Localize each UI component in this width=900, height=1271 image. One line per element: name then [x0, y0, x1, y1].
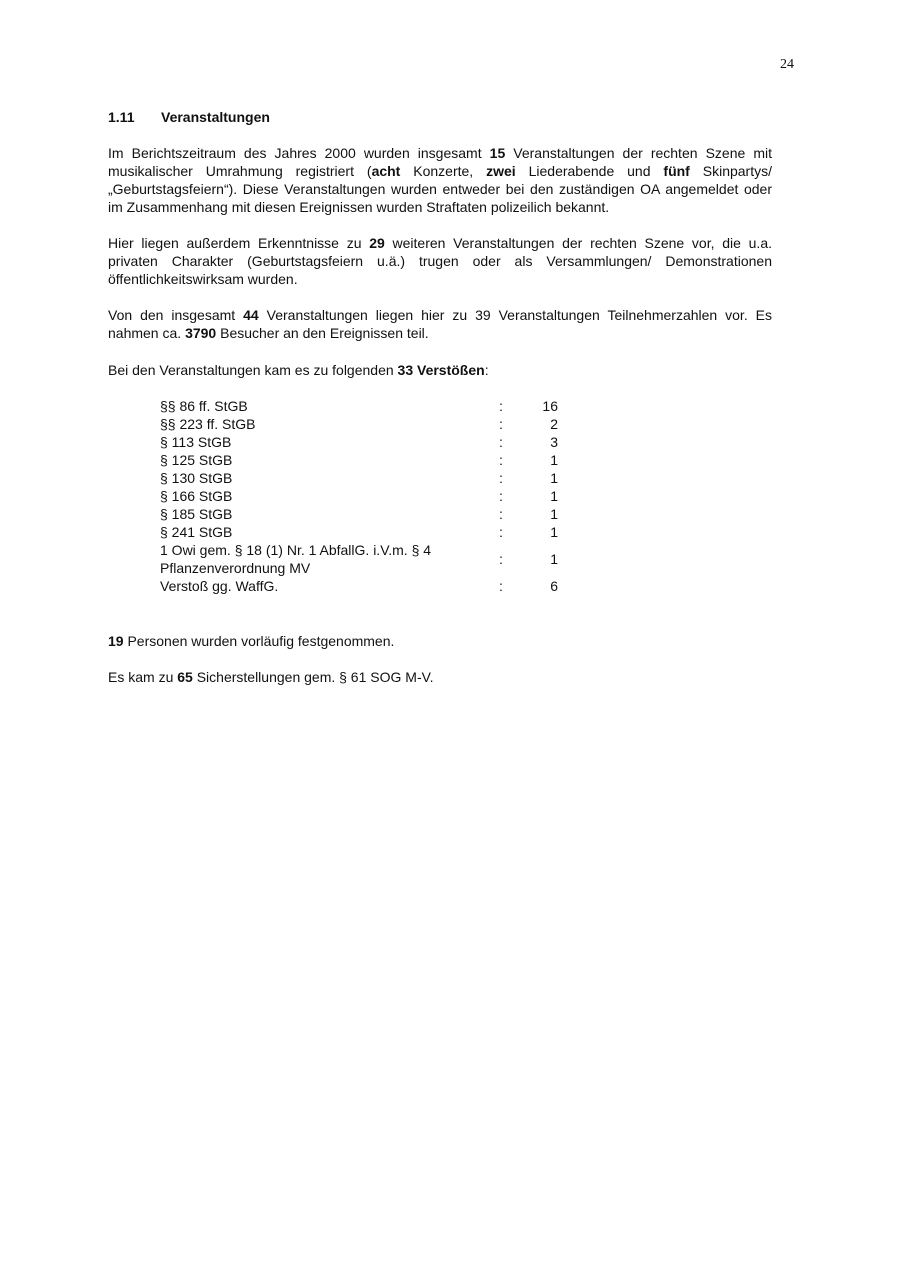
- separator: :: [499, 578, 503, 594]
- text: Veranstaltungen der rechten Szene mit musikalischer Umrahmung registriert (: [108, 145, 772, 179]
- offence-row: [160, 469, 558, 487]
- offence-count: 1: [550, 452, 558, 468]
- paragraph-events-music: [108, 144, 772, 216]
- offence-count: 2: [550, 416, 558, 432]
- separator: :: [499, 416, 503, 432]
- offence-count: 1: [550, 524, 558, 540]
- offences-table: [160, 397, 558, 595]
- bold-text: fünf: [663, 163, 690, 179]
- offence-row: [160, 577, 558, 595]
- text: Besucher an den Ereignissen teil.: [216, 325, 429, 341]
- separator: :: [499, 434, 503, 450]
- separator: :: [499, 452, 503, 468]
- section-heading: [108, 108, 270, 126]
- offence-count: 1: [550, 488, 558, 504]
- text: Sicherstellungen gem. § 61 SOG M-V.: [192, 669, 434, 685]
- text: Hier liegen außerdem Erkenntnisse zu: [108, 235, 370, 251]
- paragraph-arrests: [108, 632, 772, 650]
- paragraph-offences-intro: [108, 361, 772, 379]
- offence-label: § 166 StGB: [160, 488, 233, 504]
- bold-text: zwei: [486, 163, 516, 179]
- offence-row: [160, 523, 558, 541]
- offence-label: § 185 StGB: [160, 506, 233, 522]
- page-number: 24: [780, 57, 794, 72]
- bold-text: 65: [177, 669, 193, 685]
- offence-label: § 113 StGB: [160, 434, 232, 450]
- text: Skinpartys/„Geburtstagsfeiern“). Diese Veranstaltungen wurden entweder bei den zuständigen OA angemeldet oder im Zusammenhang mit diesen Ereignissen wurden Straftaten polizeilich bekannt.: [108, 163, 772, 215]
- offence-count: 1: [550, 506, 558, 522]
- bold-text: 19: [108, 633, 124, 649]
- separator: :: [499, 551, 503, 567]
- text: Konzerte,: [400, 163, 487, 179]
- paragraph-participants: [108, 306, 772, 342]
- offence-label: Verstoß gg. WaffG.: [160, 578, 279, 594]
- offence-count: 1: [550, 470, 558, 486]
- section-number: 1.11: [108, 109, 135, 125]
- offence-row: [160, 487, 558, 505]
- offence-count: 3: [550, 434, 558, 450]
- offence-count: 16: [542, 398, 558, 414]
- text: weiteren Veranstaltungen der rechten Szene vor, die u.a. privaten Charakter (Geburtstagsfeiern u.ä.) trugen oder als Versammlungen/ Demonstrationen öffentlichkeitswirksam wurden.: [108, 235, 772, 287]
- offence-label: §§ 223 ff. StGB: [160, 416, 256, 432]
- offence-count: 6: [550, 578, 558, 594]
- separator: :: [499, 524, 503, 540]
- offence-row: [160, 397, 558, 415]
- offence-label: § 125 StGB: [160, 452, 233, 468]
- offence-label: 1 Owi gem. § 18 (1) Nr. 1 AbfallG. i.V.m. § 4 Pflanzenverordnung MV: [160, 542, 432, 576]
- offence-label: § 241 StGB: [160, 524, 233, 540]
- offence-row: [160, 505, 558, 523]
- offence-row: [160, 415, 558, 433]
- bold-text: 33 Verstößen: [397, 362, 485, 378]
- bold-text: acht: [371, 163, 401, 179]
- text: :: [484, 362, 489, 378]
- offence-label: §§ 86 ff. StGB: [160, 398, 248, 414]
- paragraph-seizures: [108, 668, 772, 686]
- text: Es kam zu: [108, 669, 178, 685]
- text: Bei den Veranstaltungen kam es zu folgenden: [108, 362, 398, 378]
- text: Personen wurden vorläufig festgenommen.: [123, 633, 395, 649]
- bold-text: 15: [489, 145, 506, 161]
- offence-count: 1: [550, 551, 558, 567]
- offence-row: [160, 451, 558, 469]
- separator: :: [499, 398, 503, 414]
- bold-text: 29: [369, 235, 385, 251]
- offence-label: § 130 StGB: [160, 470, 233, 486]
- text: Im Berichtszeitraum des Jahres 2000 wurden insgesamt: [108, 145, 490, 161]
- paragraph-further-events: [108, 234, 772, 288]
- text: Von den insgesamt: [108, 307, 244, 323]
- bold-text: 44: [243, 307, 259, 323]
- separator: :: [499, 488, 503, 504]
- text: Liederabende und: [515, 163, 664, 179]
- separator: :: [499, 506, 503, 522]
- section-title: Veranstaltungen: [161, 109, 270, 125]
- text: Veranstaltungen liegen hier zu 39 Veranstaltungen Teilnehmerzahlen vor. Es nahmen ca.: [108, 307, 772, 341]
- offence-row: [160, 433, 558, 451]
- offence-row: [160, 541, 558, 577]
- bold-text: 3790: [185, 325, 217, 341]
- separator: :: [499, 470, 503, 486]
